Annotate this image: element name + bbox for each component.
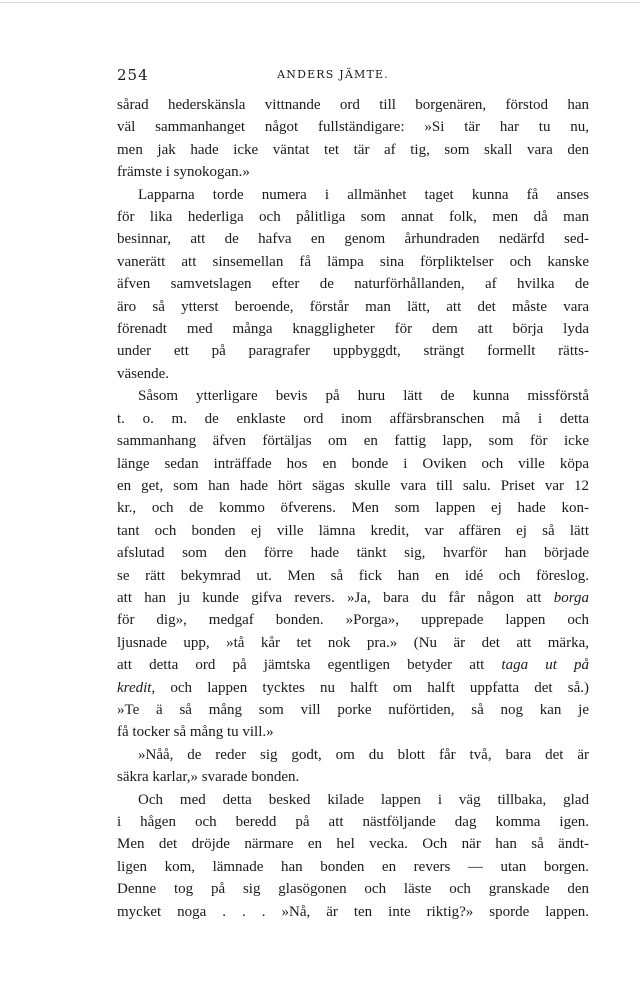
text-line: under ett på paragrafer uppbyggdt, strängt formellt rätts- xyxy=(117,343,589,360)
text-line: äfven samvetslagen efter de naturförhållanden, af hvilka de xyxy=(117,276,589,293)
text-line: länge sedan inträffade hos en bonde i Oviken och ville köpa xyxy=(117,455,589,472)
text-line: Men det dröjde närmare en hel vecka. Och när han så ändt- xyxy=(117,836,589,853)
text-line: väl sammanhanget något fullständigare: »Si tär har tu nu, xyxy=(117,119,589,136)
text-line: afslutad som den förre hade tänkt sig, hvarför han började xyxy=(117,545,589,562)
text-line: sårad hederskänsla vittnande ord till borgenären, förstod han xyxy=(117,97,589,113)
text-line: »Nåå, de reder sig godt, om du blott får två, bara det är xyxy=(138,746,589,763)
text-line xyxy=(117,677,589,699)
text-line: främste i synokogan.» xyxy=(117,164,250,181)
text-line: sammanhang äfven förtäljas om en fattig lapp, som för icke xyxy=(117,433,589,450)
body-text xyxy=(117,94,589,923)
running-head: ANDERS JÄMTE. xyxy=(277,68,389,81)
text-segment: att han ju kunde gifva revers. »Ja, bara du får någon att xyxy=(117,589,542,606)
text-line: förenadt med många knaggligheter för dem att börja lyda xyxy=(117,321,589,338)
text-line: ligen kom, lämnade han bonden en revers — utan borgen. xyxy=(117,858,589,875)
text-segment: och lappen tycktes nu halft om halft uppfatta det så.) xyxy=(170,679,590,696)
text-line: väsende. xyxy=(117,365,170,382)
text-line: i hågen och beredd på att nästföljande dag komma igen. xyxy=(117,814,589,830)
text-line: men jak hade icke väntat tet tär af tig, som skall vara den xyxy=(117,141,589,158)
italic-word-kredit: kredit, xyxy=(117,679,156,696)
text-line: mycket noga . . . »Nå, är ten inte riktig?» sporde lappen. xyxy=(117,903,589,920)
text-line: vanerätt att sinsemellan få lämpa sina förpliktelser och kanske xyxy=(117,253,589,270)
text-line: för lika hederliga och pålitliga som annat folk, men då man xyxy=(117,209,589,226)
text-line: se rätt bekymrad ut. Men så fick han en idé och föreslog. xyxy=(117,567,589,584)
page-number: 254 xyxy=(117,66,149,84)
text-line xyxy=(117,587,589,609)
text-line: Lapparna torde numera i allmänhet taget kunna få anses xyxy=(138,186,589,203)
text-line: kr., och de kommo öfverens. Men som lappen ej hade kon- xyxy=(117,500,589,517)
text-line: t. o. m. de enklaste ord inom affärsbranschen må i detta xyxy=(117,410,589,427)
text-line xyxy=(117,654,589,676)
text-line: säkra karlar,» svarade bonden. xyxy=(117,769,300,786)
text-line: ljusnade upp, »tå kår tet nok pra.» (Nu är det att märka, xyxy=(117,634,589,651)
text-line: för dig», medgaf bonden. »Porga», upprepade lappen och xyxy=(117,612,589,629)
text-line: besinnar, att de hafva en genom århundraden nedärfd sed- xyxy=(117,231,589,248)
italic-phrase-taga-ut-pa: taga ut på xyxy=(501,657,589,674)
text-line: få tocker så mång tu vill.» xyxy=(117,724,274,741)
text-line: tant och bonden ej ville lämna kredit, var affären ej så lätt xyxy=(117,522,589,539)
text-line: Såsom ytterligare bevis på huru lätt de kunna missförstå xyxy=(138,388,589,405)
text-line: äro så ytterst beroende, förstår man lätt, att det måste vara xyxy=(117,298,589,315)
text-line: Denne tog på sig glasögonen och läste och granskade den xyxy=(117,881,589,898)
text-line: »Te ä så mång som vill porke nuförtiden, så nog kan je xyxy=(117,701,589,718)
text-line: Och med detta besked kilade lappen i väg tillbaka, glad xyxy=(138,791,589,808)
top-edge-rule xyxy=(0,2,640,3)
italic-word-borga: borga xyxy=(553,589,590,606)
text-segment: att detta ord på jämtska egentligen betyder att xyxy=(117,657,485,674)
text-line: en get, som han hade hört sägas skulle vara till salu. Priset var 12 xyxy=(117,477,589,494)
